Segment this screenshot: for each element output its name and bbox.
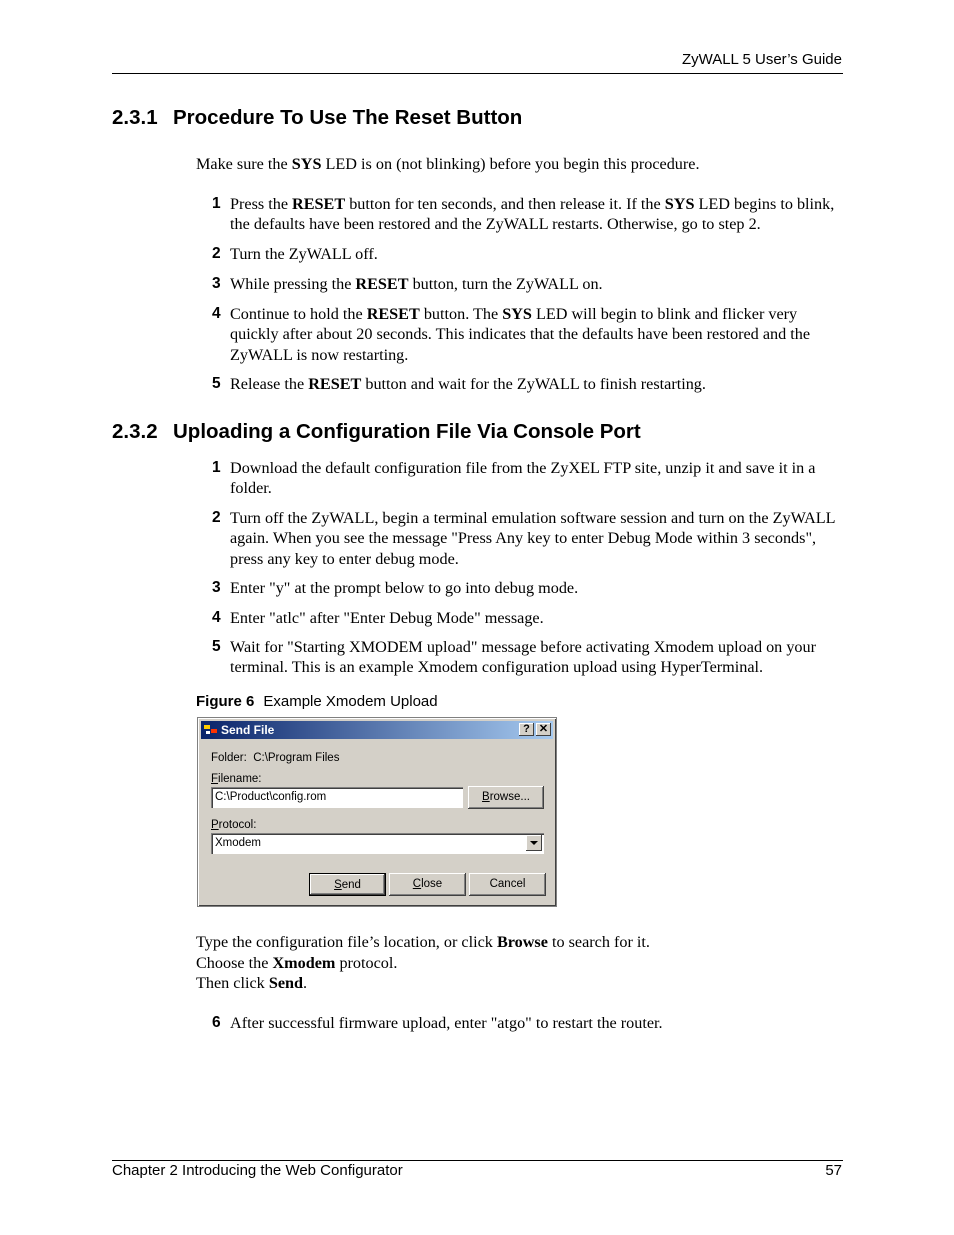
page-number: 57 [825,1162,842,1179]
step-text: Press the RESET button for ten seconds, and then release it. If the SYS LED begins to blink, the defaults have been restored and the ZyWALL restarts. Otherwise, go to step 2. [230,195,835,234]
step-item [196,274,846,294]
step-text: After successful firmware upload, enter "atgo" to restart the router. [230,1014,663,1032]
footer-chapter: Chapter 2 Introducing the Web Configurator [112,1162,403,1179]
instruction-line: Then click Send. [196,974,308,992]
step-number: 1 [212,195,221,212]
step-text: Release the RESET button and wait for the ZyWALL to finish restarting. [230,375,706,393]
browse-button[interactable]: Browse... [468,786,544,809]
cancel-button[interactable]: Cancel [469,873,546,896]
step-item [196,578,846,598]
step-item [196,608,846,628]
figure-label: Figure 6 [196,693,255,710]
filename-input[interactable]: C:\Product\config.rom [211,787,463,808]
close-icon[interactable]: ✕ [536,723,551,736]
section-number: 2.3.2 [112,420,158,443]
step-item [196,637,846,678]
close-button[interactable]: Close [389,873,466,896]
step-number: 5 [212,375,221,392]
section-heading-2-3-2 [112,420,641,444]
step-item [196,1013,846,1033]
section-title: Uploading a Configuration File Via Console Port [173,420,641,443]
step-number: 1 [212,459,221,476]
figure-caption [196,693,438,710]
folder-value: C:\Program Files [253,752,340,764]
step-item [196,304,846,365]
dialog-title: Send File [221,723,275,737]
instruction-line: Choose the Xmodem protocol. [196,954,398,972]
step-text: Download the default configuration file from the ZyXEL FTP site, unzip it and save it in a folder. [230,459,816,498]
footer-rule [112,1160,843,1161]
chevron-down-icon[interactable] [526,835,542,851]
send-file-dialog [197,717,557,907]
running-header: ZyWALL 5 User’s Guide [681,51,842,68]
step-item [196,458,846,499]
step-text: Turn the ZyWALL off. [230,245,378,263]
filename-label: Filename: [211,773,262,785]
step-number: 2 [212,509,221,526]
step-item [196,244,846,264]
protocol-label: Protocol: [211,819,257,831]
step-number: 3 [212,275,221,292]
protocol-select[interactable] [211,833,544,854]
step-text: Continue to hold the RESET button. The SYS LED will begin to blink and flicker very quickly after about 20 seconds. This indicates that the defaults have been restored and the ZyWALL is now restarting. [230,305,811,364]
section-number: 2.3.1 [112,106,158,129]
figure-title: Example Xmodem Upload [263,693,438,710]
intro-paragraph: Make sure the SYS LED is on (not blinking) before you begin this procedure. [196,155,700,173]
step-item [196,508,846,569]
step-item [196,194,846,235]
step-text: Enter "y" at the prompt below to go into debug mode. [230,579,579,597]
step-number: 4 [212,609,221,626]
step-text: While pressing the RESET button, turn the ZyWALL on. [230,275,603,293]
step-number: 4 [212,305,221,322]
dialog-titlebar [201,721,553,739]
help-button[interactable]: ? [519,723,534,736]
section-heading-2-3-1 [112,106,522,130]
step-text: Wait for "Starting XMODEM upload" message before activating Xmodem upload on your terminal. This is an example Xmodem configuration upload using HyperTerminal. [230,638,816,677]
step-number: 5 [212,638,221,655]
step-number: 6 [212,1014,221,1031]
header-rule [112,73,843,74]
send-button[interactable]: Send [309,873,386,896]
hyperterminal-icon [204,724,218,736]
step-text: Turn off the ZyWALL, begin a terminal emulation software session and turn on the ZyWALL again. When you see the message "Press Any key to enter Debug Mode within 3 seconds", press any key to enter debug mode. [230,509,835,568]
section-title: Procedure To Use The Reset Button [173,106,523,129]
protocol-selected-value: Xmodem [215,837,262,849]
step-number: 2 [212,245,221,262]
folder-label: Folder: C:\Program Files [211,752,340,764]
step-number: 3 [212,579,221,596]
step-text: Enter "atlc" after "Enter Debug Mode" message. [230,609,544,627]
step-item [196,374,846,394]
instruction-line: Type the configuration file’s location, or click Browse to search for it. [196,933,650,951]
